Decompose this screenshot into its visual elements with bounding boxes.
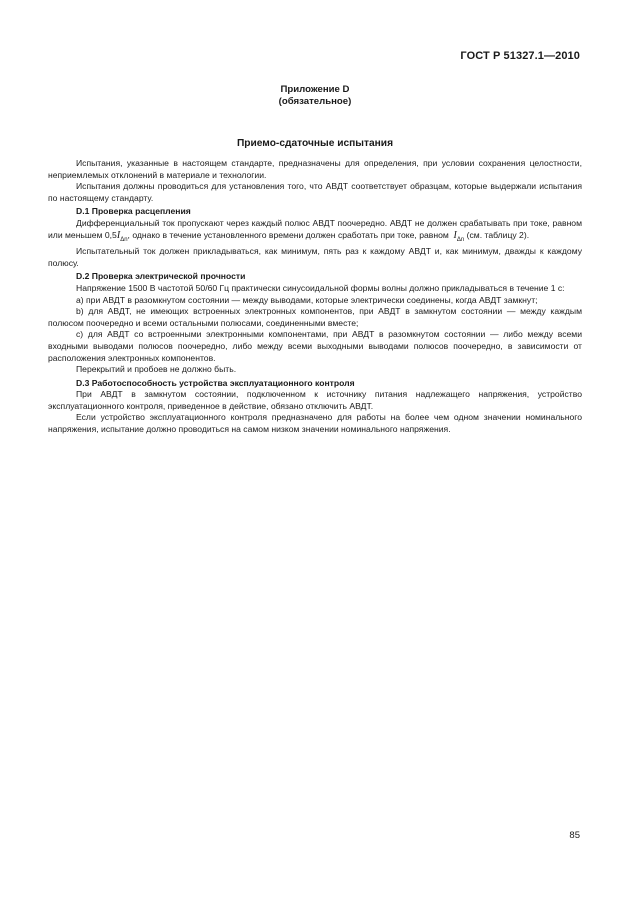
clause-d2-item-c: с) для АВДТ со встроенными электронными компонентами, при АВДТ в разомкнутом состоянии — либо между всеми входными выводами полюсов поочередно, либо между всеми выходными выводами полюсов поочередно, в зависимости от расположения электронных компонентов. (48, 329, 582, 363)
section-title: Приемо-сдаточные испытания (236, 138, 394, 149)
document-body (48, 158, 582, 436)
clause-d2-paragraph-2: Перекрытий и пробоев не должно быть. (76, 364, 237, 375)
annex-heading (0, 84, 630, 108)
clause-d1-heading: D.1 Проверка расцепления (76, 206, 191, 217)
clause-d1-paragraph-1 (48, 218, 582, 246)
clause-d1-text-part-1: Дифференциальный ток пропускают через каждый полюс АВДТ поочередно. АВДТ не должен срабатывать при токе, равном или меньшем 0,5 (48, 217, 582, 240)
annex-subtitle: (обязательное) (278, 96, 352, 107)
clause-d2-item-b: b) для АВДТ, не имеющих встроенных электронных компонентов, при АВДТ в замкнутом состоянии — между каждым полюсом поочередно и всеми остальными полюсами, соединенными вместе; (48, 306, 582, 328)
clause-d2-heading: D.2 Проверка электрической прочности (76, 271, 246, 282)
annex-title: Приложение D (280, 84, 350, 95)
clause-d3-heading: D.3 Работоспособность устройства эксплуатационного контроля (76, 377, 355, 388)
document-standard-id: ГОСТ Р 51327.1—2010 (460, 50, 580, 62)
clause-d3-paragraph-1: При АВДТ в замкнутом состоянии, подключенном к источнику питания надлежащего напряжения, устройство эксплуатационного контроля, приведенное в действие, обязано отключить АВДТ. (48, 389, 582, 411)
page-number: 85 (569, 830, 580, 841)
clause-d1-text-part-2: , однако в течение установленного времени должен сработать при токе, равном (127, 229, 449, 240)
clause-d2-item-a: а) при АВДТ в разомкнутом состоянии — между выводами, которые электрически соединены, когда АВДТ замкнут; (76, 294, 538, 305)
clause-d1-text-part-3: (см. таблицу 2). (466, 229, 530, 240)
clause-d3-paragraph-2: Если устройство эксплуатационного контроля предназначено для работы на более чем одном значении номинального напряжения, испытание должно проводиться на самом низком значении номинального напряжения. (48, 412, 582, 435)
intro-paragraph-2: Испытания должны проводиться для установления того, что АВДТ соответствует образцам, которые выдержали испытания по настоящему стандарту. (48, 181, 582, 203)
clause-d1-paragraph-2: Испытательный ток должен прикладываться, как минимум, пять раз к каждому АВДТ и, как минимум, дважды к каждому полюсу. (48, 246, 582, 268)
rated-residual-current-symbol: $I_{\Delta n}$ (453, 229, 465, 243)
clause-d2-paragraph-1: Напряжение 1500 В частотой 50/60 Гц практически синусоидальной формы волны должно прикладываться в течение 1 с: (76, 282, 565, 293)
rated-residual-current-symbol: $I_{\Delta n}$ (116, 229, 128, 243)
intro-paragraph-1: Испытания, указанные в настоящем стандарте, предназначены для определения, при условии сохранения целостности, неприемлемых отклонений в материале и технологии. (48, 158, 582, 180)
